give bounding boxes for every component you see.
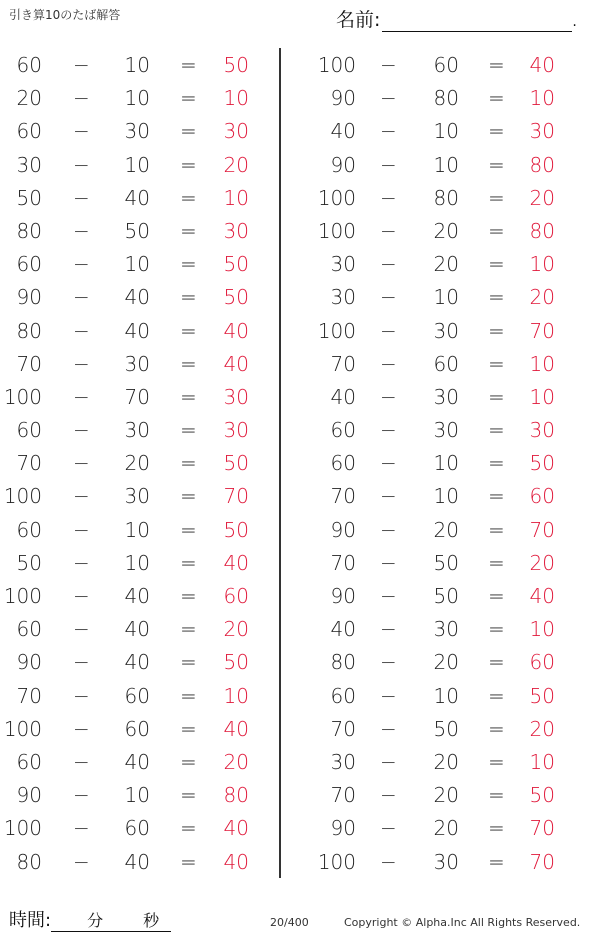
minus-sign: − xyxy=(73,783,90,808)
minus-sign: − xyxy=(380,517,397,542)
equals-sign: = xyxy=(488,86,505,111)
subtrahend: 30 xyxy=(433,318,459,343)
subtrahend: 60 xyxy=(433,53,459,77)
minus-sign: − xyxy=(73,683,90,708)
equals-sign: = xyxy=(180,285,197,310)
equals-sign: = xyxy=(180,418,197,443)
minus-sign: − xyxy=(380,550,397,575)
answer: 50 xyxy=(223,252,249,277)
subtrahend: 80 xyxy=(433,185,459,210)
minuend: 40 xyxy=(330,384,356,409)
equals-sign: = xyxy=(180,683,197,708)
answer: 20 xyxy=(529,285,555,310)
subtrahend: 10 xyxy=(124,53,150,77)
subtrahend: 30 xyxy=(433,849,459,874)
minus-sign: − xyxy=(73,418,90,443)
minuend: 90 xyxy=(330,584,356,608)
answer: 10 xyxy=(529,384,555,409)
subtrahend: 30 xyxy=(433,418,459,443)
minuend: 90 xyxy=(330,86,356,111)
minus-sign: − xyxy=(380,849,397,874)
minuend: 80 xyxy=(16,318,42,343)
minuend: 50 xyxy=(16,550,42,575)
minus-sign: − xyxy=(73,584,90,608)
minuend: 90 xyxy=(16,783,42,808)
minus-sign: − xyxy=(73,152,90,177)
subtrahend: 30 xyxy=(124,418,150,443)
page-number: 20/400 xyxy=(270,916,309,929)
answer: 10 xyxy=(223,683,249,708)
equals-sign: = xyxy=(488,816,505,841)
equals-sign: = xyxy=(488,650,505,675)
equals-sign: = xyxy=(180,783,197,808)
subtrahend: 40 xyxy=(124,617,150,642)
minus-sign: − xyxy=(73,119,90,144)
equals-sign: = xyxy=(488,152,505,177)
minus-sign: − xyxy=(73,252,90,277)
minuend: 30 xyxy=(330,749,356,774)
minus-sign: − xyxy=(73,484,90,509)
name-end-dot: . xyxy=(572,14,577,30)
minuend: 90 xyxy=(330,816,356,841)
minuend: 100 xyxy=(3,816,42,841)
answer: 30 xyxy=(529,418,555,443)
minus-sign: − xyxy=(380,53,397,77)
equals-sign: = xyxy=(488,418,505,443)
minus-sign: − xyxy=(73,650,90,675)
minuend: 30 xyxy=(330,252,356,277)
worksheet-title: 引き算10のたば解答 xyxy=(9,8,121,22)
equals-sign: = xyxy=(180,517,197,542)
answer: 40 xyxy=(529,53,555,77)
subtrahend: 10 xyxy=(124,252,150,277)
equals-sign: = xyxy=(180,749,197,774)
minuend: 30 xyxy=(330,285,356,310)
answer: 30 xyxy=(223,384,249,409)
minuend: 60 xyxy=(16,617,42,642)
minuend: 60 xyxy=(16,418,42,443)
equals-sign: = xyxy=(488,185,505,210)
minuend: 50 xyxy=(16,185,42,210)
answer: 20 xyxy=(529,185,555,210)
answer: 80 xyxy=(223,783,249,808)
subtrahend: 70 xyxy=(124,384,150,409)
equals-sign: = xyxy=(180,617,197,642)
minus-sign: − xyxy=(380,484,397,509)
answer: 10 xyxy=(529,252,555,277)
subtrahend: 50 xyxy=(124,218,150,243)
answer: 40 xyxy=(223,318,249,343)
subtrahend: 60 xyxy=(433,351,459,376)
answer: 70 xyxy=(529,517,555,542)
minuend: 100 xyxy=(317,318,356,343)
answer: 40 xyxy=(223,816,249,841)
minuend: 90 xyxy=(16,285,42,310)
subtrahend: 60 xyxy=(124,716,150,741)
minus-sign: − xyxy=(73,550,90,575)
answer: 30 xyxy=(223,119,249,144)
subtrahend: 40 xyxy=(124,185,150,210)
minuend: 90 xyxy=(330,152,356,177)
answer: 80 xyxy=(529,218,555,243)
answer: 60 xyxy=(223,584,249,608)
equals-sign: = xyxy=(488,451,505,476)
minus-sign: − xyxy=(380,783,397,808)
minus-sign: − xyxy=(73,451,90,476)
answer: 70 xyxy=(223,484,249,509)
answer: 50 xyxy=(529,783,555,808)
answer: 50 xyxy=(529,451,555,476)
answer: 50 xyxy=(223,451,249,476)
answer: 30 xyxy=(223,418,249,443)
answer: 10 xyxy=(529,86,555,111)
subtrahend: 10 xyxy=(124,783,150,808)
minuend: 70 xyxy=(330,783,356,808)
equals-sign: = xyxy=(488,517,505,542)
minus-sign: − xyxy=(380,749,397,774)
subtrahend: 10 xyxy=(124,550,150,575)
equals-sign: = xyxy=(488,716,505,741)
subtrahend: 20 xyxy=(433,517,459,542)
minus-sign: − xyxy=(73,285,90,310)
minus-sign: − xyxy=(380,185,397,210)
minuend: 70 xyxy=(330,351,356,376)
minus-sign: − xyxy=(380,816,397,841)
subtrahend: 40 xyxy=(124,285,150,310)
minus-sign: − xyxy=(73,318,90,343)
minuend: 60 xyxy=(330,683,356,708)
answer: 50 xyxy=(529,683,555,708)
minus-sign: − xyxy=(380,617,397,642)
equals-sign: = xyxy=(180,218,197,243)
minuend: 60 xyxy=(16,749,42,774)
subtrahend: 40 xyxy=(124,749,150,774)
minuend: 80 xyxy=(16,218,42,243)
equals-sign: = xyxy=(488,683,505,708)
minuend: 20 xyxy=(16,86,42,111)
subtrahend: 50 xyxy=(433,584,459,608)
equals-sign: = xyxy=(488,384,505,409)
minuend: 100 xyxy=(317,849,356,874)
subtrahend: 10 xyxy=(433,152,459,177)
subtrahend: 10 xyxy=(124,86,150,111)
subtrahend: 80 xyxy=(433,86,459,111)
subtrahend: 20 xyxy=(433,749,459,774)
subtrahend: 10 xyxy=(433,451,459,476)
minutes-unit: 分 xyxy=(87,911,104,930)
minuend: 60 xyxy=(16,517,42,542)
answer: 40 xyxy=(529,584,555,608)
equals-sign: = xyxy=(488,53,505,77)
answer: 10 xyxy=(529,351,555,376)
minus-sign: − xyxy=(73,716,90,741)
minuend: 70 xyxy=(330,484,356,509)
answer: 70 xyxy=(529,849,555,874)
answer: 20 xyxy=(223,152,249,177)
minus-sign: − xyxy=(380,451,397,476)
subtrahend: 20 xyxy=(433,650,459,675)
subtrahend: 30 xyxy=(124,484,150,509)
equals-sign: = xyxy=(488,218,505,243)
minuend: 60 xyxy=(330,451,356,476)
equals-sign: = xyxy=(180,550,197,575)
equals-sign: = xyxy=(488,584,505,608)
answer: 40 xyxy=(223,849,249,874)
minuend: 60 xyxy=(16,119,42,144)
answer: 70 xyxy=(529,318,555,343)
minus-sign: − xyxy=(73,86,90,111)
minuend: 100 xyxy=(3,484,42,509)
minus-sign: − xyxy=(380,351,397,376)
equals-sign: = xyxy=(180,86,197,111)
subtrahend: 30 xyxy=(433,384,459,409)
minus-sign: − xyxy=(73,749,90,774)
minuend: 100 xyxy=(317,53,356,77)
minuend: 100 xyxy=(3,384,42,409)
minus-sign: − xyxy=(380,152,397,177)
equals-sign: = xyxy=(180,451,197,476)
minuend: 70 xyxy=(16,683,42,708)
minuend: 100 xyxy=(3,716,42,741)
copyright-text: Copyright © Alpha.Inc All Rights Reserved. xyxy=(344,916,581,929)
equals-sign: = xyxy=(180,351,197,376)
answer: 10 xyxy=(529,749,555,774)
equals-sign: = xyxy=(488,749,505,774)
minuend: 80 xyxy=(330,650,356,675)
equals-sign: = xyxy=(488,285,505,310)
minuend: 60 xyxy=(16,53,42,77)
equals-sign: = xyxy=(180,716,197,741)
answer: 40 xyxy=(223,716,249,741)
subtrahend: 60 xyxy=(124,816,150,841)
minuend: 90 xyxy=(16,650,42,675)
answer: 30 xyxy=(223,218,249,243)
minuend: 100 xyxy=(317,185,356,210)
subtrahend: 20 xyxy=(433,218,459,243)
subtrahend: 20 xyxy=(433,783,459,808)
minus-sign: − xyxy=(380,119,397,144)
minus-sign: − xyxy=(380,384,397,409)
minus-sign: − xyxy=(73,185,90,210)
minuend: 70 xyxy=(330,716,356,741)
answer: 70 xyxy=(529,816,555,841)
minus-sign: − xyxy=(380,86,397,111)
answer: 30 xyxy=(529,119,555,144)
answer: 20 xyxy=(223,749,249,774)
minuend: 70 xyxy=(16,451,42,476)
equals-sign: = xyxy=(488,119,505,144)
name-blank-line xyxy=(382,14,572,32)
equals-sign: = xyxy=(180,816,197,841)
answer: 60 xyxy=(529,484,555,509)
subtrahend: 20 xyxy=(433,816,459,841)
answer: 20 xyxy=(529,716,555,741)
answer: 10 xyxy=(223,86,249,111)
subtrahend: 10 xyxy=(433,484,459,509)
answer: 20 xyxy=(223,617,249,642)
answer: 80 xyxy=(529,152,555,177)
equals-sign: = xyxy=(180,119,197,144)
answer: 50 xyxy=(223,650,249,675)
answer: 50 xyxy=(223,517,249,542)
minuend: 30 xyxy=(16,152,42,177)
minus-sign: − xyxy=(73,351,90,376)
subtrahend: 40 xyxy=(124,849,150,874)
time-blank-line xyxy=(51,911,171,932)
answer: 40 xyxy=(223,550,249,575)
equals-sign: = xyxy=(180,318,197,343)
answer: 20 xyxy=(529,550,555,575)
subtrahend: 40 xyxy=(124,650,150,675)
subtrahend: 10 xyxy=(433,119,459,144)
answer: 60 xyxy=(529,650,555,675)
minuend: 100 xyxy=(317,218,356,243)
equals-sign: = xyxy=(488,351,505,376)
subtrahend: 30 xyxy=(124,119,150,144)
equals-sign: = xyxy=(488,252,505,277)
subtrahend: 10 xyxy=(124,152,150,177)
answer: 50 xyxy=(223,285,249,310)
equals-sign: = xyxy=(180,185,197,210)
equals-sign: = xyxy=(180,53,197,77)
subtrahend: 10 xyxy=(433,285,459,310)
column-divider xyxy=(279,48,281,878)
minus-sign: − xyxy=(380,252,397,277)
time-field xyxy=(9,906,171,932)
subtrahend: 40 xyxy=(124,318,150,343)
minus-sign: − xyxy=(380,285,397,310)
equals-sign: = xyxy=(180,252,197,277)
equals-sign: = xyxy=(180,384,197,409)
subtrahend: 30 xyxy=(433,617,459,642)
subtrahend: 10 xyxy=(124,517,150,542)
subtrahend: 60 xyxy=(124,683,150,708)
subtrahend: 40 xyxy=(124,584,150,608)
name-field xyxy=(336,5,577,32)
equals-sign: = xyxy=(180,584,197,608)
minus-sign: − xyxy=(380,418,397,443)
minus-sign: − xyxy=(380,584,397,608)
time-label: 時間: xyxy=(9,910,52,931)
minus-sign: − xyxy=(73,218,90,243)
subtrahend: 50 xyxy=(433,550,459,575)
seconds-unit: 秒 xyxy=(143,911,160,930)
minus-sign: − xyxy=(73,517,90,542)
minus-sign: − xyxy=(380,683,397,708)
name-label: 名前: xyxy=(336,9,381,31)
minus-sign: − xyxy=(380,318,397,343)
answer: 10 xyxy=(223,185,249,210)
answer: 40 xyxy=(223,351,249,376)
subtrahend: 20 xyxy=(433,252,459,277)
minuend: 60 xyxy=(330,418,356,443)
equals-sign: = xyxy=(488,484,505,509)
equals-sign: = xyxy=(488,617,505,642)
subtrahend: 30 xyxy=(124,351,150,376)
answer: 10 xyxy=(529,617,555,642)
equals-sign: = xyxy=(488,318,505,343)
equals-sign: = xyxy=(180,152,197,177)
minuend: 90 xyxy=(330,517,356,542)
equals-sign: = xyxy=(180,849,197,874)
equals-sign: = xyxy=(488,849,505,874)
subtrahend: 50 xyxy=(433,716,459,741)
minus-sign: − xyxy=(73,617,90,642)
minuend: 80 xyxy=(16,849,42,874)
minuend: 40 xyxy=(330,119,356,144)
minuend: 40 xyxy=(330,617,356,642)
subtrahend: 20 xyxy=(124,451,150,476)
minus-sign: − xyxy=(73,816,90,841)
minuend: 70 xyxy=(330,550,356,575)
equals-sign: = xyxy=(180,484,197,509)
equals-sign: = xyxy=(488,783,505,808)
equals-sign: = xyxy=(488,550,505,575)
minus-sign: − xyxy=(73,53,90,77)
answer: 50 xyxy=(223,53,249,77)
minus-sign: − xyxy=(73,849,90,874)
minus-sign: − xyxy=(380,716,397,741)
minuend: 70 xyxy=(16,351,42,376)
minus-sign: − xyxy=(73,384,90,409)
minus-sign: − xyxy=(380,650,397,675)
equals-sign: = xyxy=(180,650,197,675)
subtrahend: 10 xyxy=(433,683,459,708)
minuend: 60 xyxy=(16,252,42,277)
minuend: 100 xyxy=(3,584,42,608)
minus-sign: − xyxy=(380,218,397,243)
